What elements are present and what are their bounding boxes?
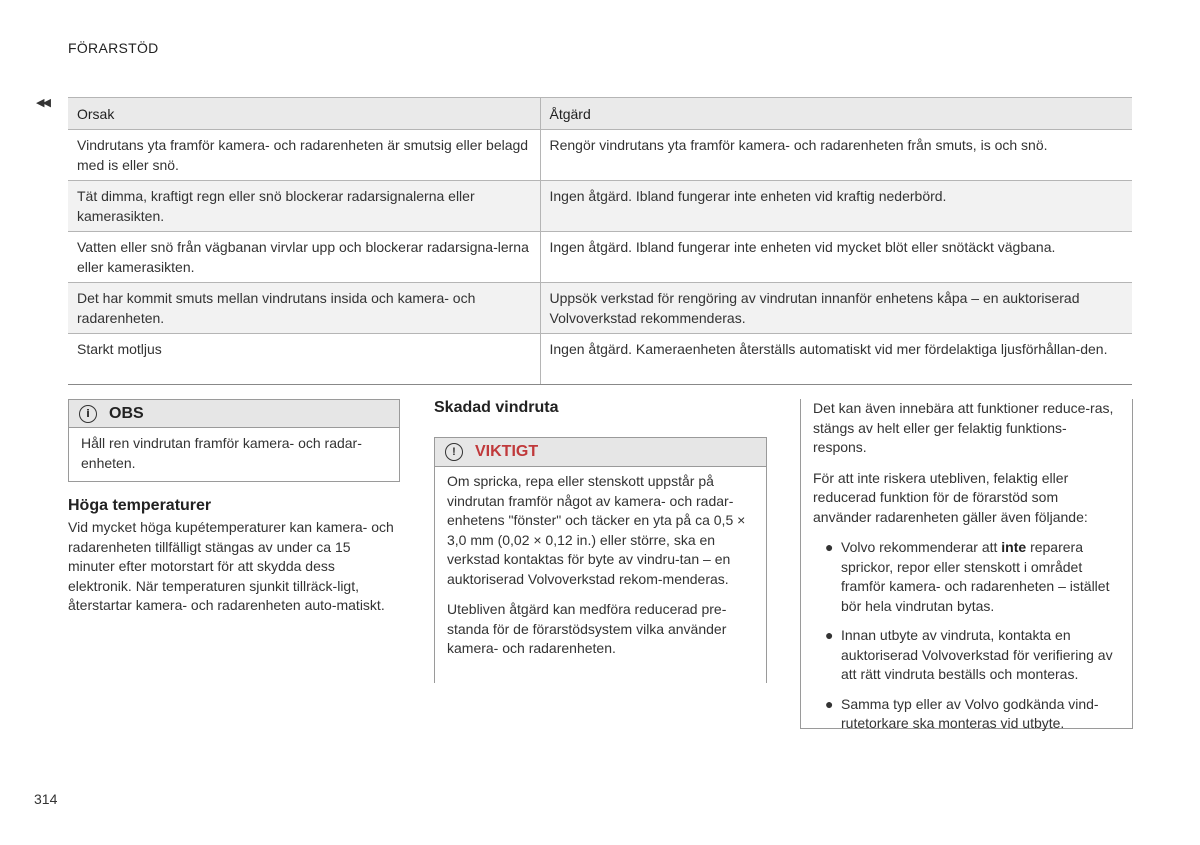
table-row xyxy=(68,130,1132,181)
list-item xyxy=(813,626,1120,685)
obs-text: Håll ren vindrutan framför kamera- och radar-enheten. xyxy=(81,435,362,471)
exclamation-icon: ! xyxy=(445,443,463,461)
important-paragraph: Om spricka, repa eller stenskott uppstår på vindrutan framför något av kamera- och radar-enhetens "fönster" och täcker en yta på ca 0,5 × 3,0 mm (0,02 × 0,12 in.) eller större, ska en verkstad kontaktas för byte av vindru-tan – en auktoriserad Volvoverkstad rekom-menderas. xyxy=(447,473,746,587)
table-row xyxy=(68,334,1132,385)
list-item xyxy=(813,538,1120,616)
damaged-windshield-heading: Skadad vindruta xyxy=(434,399,559,416)
page-number: 314 xyxy=(34,791,58,807)
table-row xyxy=(68,181,1132,232)
cause-cell: Vindrutans yta framför kamera- och radarenheten är smutsig eller belagd med is eller snö. xyxy=(68,130,540,181)
table-header-row xyxy=(68,98,1132,130)
cause-cell: Tät dimma, kraftigt regn eller snö blockerar radarsignalerna eller kamerasikten. xyxy=(68,181,540,232)
table-row xyxy=(68,283,1132,334)
obs-note-box xyxy=(68,399,400,482)
action-cell: Uppsök verkstad för rengöring av vindrutan innanför enhetens kåpa – en auktoriserad Volvoverkstad rekommenderas. xyxy=(540,283,1132,334)
obs-title: OBS xyxy=(109,404,144,422)
list-item-text: reparera sprickor, repor eller stenskott i området framför kamera- och radarenheten – istället bör hela vindrutan bytas. xyxy=(841,539,1110,614)
recommendation-list xyxy=(813,538,1120,734)
column-header-orsak: Orsak xyxy=(68,98,540,130)
obs-note-header xyxy=(69,400,399,428)
bullet-icon: ● xyxy=(825,695,834,712)
high-temperatures-text: Vid mycket höga kupétemperaturer kan kamera- och radarenheten tillfälligt stängas av under ca 15 minuter efter motorstart för att skydda dess elektronik. När temperaturen sjunkit tillräck-ligt, återstartar kamera- och radarenheten auto-matiskt. xyxy=(68,519,394,613)
important-paragraph: Utebliven åtgärd kan medföra reducerad pre-standa för de förarstödsystem vilka använder kamera- och radarenheten. xyxy=(447,601,727,656)
bullet-icon: ● xyxy=(825,539,834,555)
table-row xyxy=(68,232,1132,283)
cause-action-table xyxy=(68,97,1132,385)
action-cell: Rengör vindrutans yta framför kamera- och radarenheten från smuts, is och snö. xyxy=(540,130,1132,181)
action-cell: Ingen åtgärd. Ibland fungerar inte enheten vid mycket blöt eller snötäckt vägbana. xyxy=(540,232,1132,283)
list-item-text: Innan utbyte av vindruta, kontakta en auktoriserad Volvoverkstad för verifiering av att rätt vindruta beställs och monteras. xyxy=(841,627,1113,682)
continuation-paragraph: Det kan även innebära att funktioner reduce-ras, stängs av helt eller ger felaktig funktions-respons. xyxy=(813,400,1114,455)
important-warning-box xyxy=(434,437,767,683)
action-cell: Ingen åtgärd. Ibland fungerar inte enheten vid kraftig nederbörd. xyxy=(540,181,1132,232)
high-temperatures-heading: Höga temperaturer xyxy=(68,497,212,514)
important-continuation-box xyxy=(800,399,1133,729)
emphasis-text: inte xyxy=(1001,539,1027,555)
important-warning-header xyxy=(434,437,767,467)
list-item xyxy=(813,695,1120,734)
action-cell: Ingen åtgärd. Kameraenheten återställs automatiskt vid mer fördelaktiga ljusförhållan-den. xyxy=(540,334,1132,385)
list-item-text: Volvo rekommenderar att xyxy=(841,539,1002,555)
column-header-atgard: Åtgärd xyxy=(540,98,1132,130)
list-item-text: Samma typ eller av Volvo godkända vind-rutetorkare ska monteras vid utbyte. xyxy=(841,695,1099,731)
info-icon: i xyxy=(79,405,97,423)
bullet-icon: ● xyxy=(825,627,834,643)
cause-cell: Starkt motljus xyxy=(68,334,540,385)
cause-cell: Vatten eller snö från vägbanan virvlar upp och blockerar radarsigna-lerna eller kamerasikten. xyxy=(68,232,540,283)
continuation-paragraph: För att inte riskera utebliven, felaktig eller reducerad funktion för de förarstöd som använder radarenheten gäller även följande: xyxy=(813,469,1088,525)
section-title: FÖRARSTÖD xyxy=(68,40,159,56)
important-title: VIKTIGT xyxy=(475,443,539,460)
cause-cell: Det har kommit smuts mellan vindrutans insida och kamera- och radarenheten. xyxy=(68,283,540,334)
previous-page-marker-icon: ◀◀ xyxy=(36,97,49,109)
